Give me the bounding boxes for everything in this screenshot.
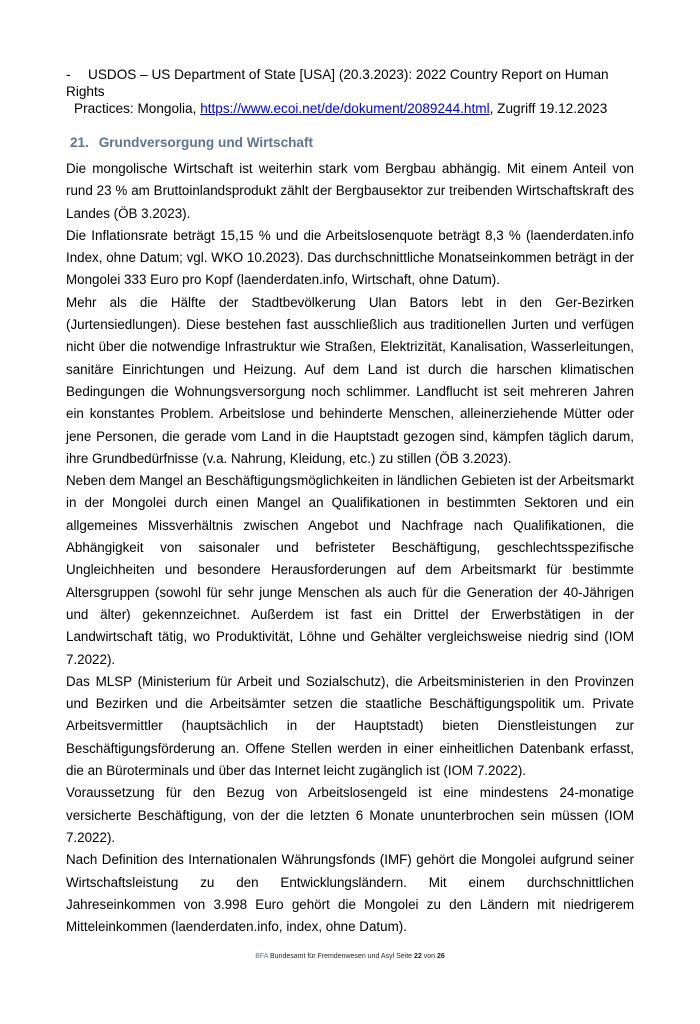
paragraph: Neben dem Mangel an Beschäftigungsmöglichkeiten in ländlichen Gebieten ist der Arbeitsmarkt in der Mongolei durch einen Mangel an Qualifikationen in bestimmten Sektoren und ein allgemeines Missverhältnis zwischen Angebot und Nachfrage nach Qualifikationen, die Abhängigkeit von saisonaler und befristeter Beschäftigung, geschlechtsspezifische Ungleichheiten und besondere Herausforderungen auf dem Arbeitsmarkt für bestimmte Altersgruppen (sowohl für sehr junge Menschen als auch für die Generation der 40-Jährigen und älter) gekennzeichnet. Außerdem ist fast ein Drittel der Erwerbstätigen in der Landwirtschaft tätig, wo Produktivität, Löhne und Gehälter vergleichsweise niedrig sind (IOM 7.2022). xyxy=(66,473,634,667)
section-heading xyxy=(70,134,634,151)
bullet-dash: - xyxy=(66,67,71,82)
paragraph: Das MLSP (Ministerium für Arbeit und Sozialschutz), die Arbeitsministerien in den Provinzen und Bezirken und die Arbeitsämter setzen die staatliche Beschäftigungspolitik um. Private Arbeitsvermittler (hauptsächlich in der Hauptstadt) bieten Dienstleistungen zur Beschäftigungsförderung an. Offene Stellen werden in einer einheitlichen Datenbank erfasst, die an Büroterminals und über das Internet leicht zugänglich ist (IOM 7.2022). xyxy=(66,673,634,779)
paragraph: Die Inflationsrate beträgt 15,15 % und die Arbeitslosenquote beträgt 8,3 % (laenderdaten.info Index, ohne Datum; vgl. WKO 10.2023). Das durchschnittliche Monatseinkommen beträgt in der Mongolei 333 Euro pro Kopf (laenderdaten.info, Wirtschaft, ohne Datum). xyxy=(66,227,634,288)
reference-text-2: Practices: Mongolia, xyxy=(74,101,201,116)
paragraph: Die mongolische Wirtschaft ist weiterhin stark vom Bergbau abhängig. Mit einem Anteil von rund 23 % am Bruttoinlandsprodukt zählt der Bergbausektor zur treibenden Wirtschaftskraft des Landes (ÖB 3.2023). xyxy=(66,161,634,221)
paragraph: Nach Definition des Internationalen Währungsfonds (IMF) gehört die Mongolei aufgrund seiner Wirtschaftsleistung zu den Entwicklungsländern. Mit einem durchschnittlichen Jahreseinkommen von 3.998 Euro gehört die Mongolei zu den Ländern mit niedrigerem Mitteleinkommen (laenderdaten.info, index, ohne Datum). xyxy=(66,852,634,935)
footer-of-label: von xyxy=(423,953,436,961)
page-total: 26 xyxy=(437,953,445,961)
section-title: Grundversorgung und Wirtschaft xyxy=(98,135,314,150)
reference-link[interactable]: https://www.ecoi.net/de/dokument/2089244.html xyxy=(200,101,490,116)
reference-access-date: , Zugriff 19.12.2023 xyxy=(489,101,608,116)
page-number: 22 xyxy=(414,953,422,961)
section-number: 21. xyxy=(70,135,89,150)
page-footer xyxy=(66,938,634,962)
paragraph: Voraussetzung für den Bezug von Arbeitslosengeld ist eine mindestens 24-monatige versicherte Beschäftigung, von der die letzten 6 Monate ununterbrochen sein müssen (IOM 7.2022). xyxy=(66,785,634,845)
footer-page-label: Seite xyxy=(396,953,413,961)
body-text xyxy=(66,158,634,938)
reference-entry xyxy=(66,66,634,117)
paragraph: Mehr als die Hälfte der Stadtbevölkerung Ulan Bators lebt in den Ger-Bezirken (Jurtensiedlungen). Diese bestehen fast ausschließlich aus traditionellen Jurten und verfügen nicht über die notwendige Infrastruktur wie Straßen, Elektrizität, Kanalisation, Wasserleitungen, sanitäre Einrichtungen und Heizung. Auf dem Land ist durch die harschen klimatischen Bedingungen die Wohnungsversorgung noch schlimmer. Landflucht ist seit mehreren Jahren ein konstantes Problem. Arbeitslose und behinderte Menschen, alleinerziehende Mütter oder jene Personen, die gerade vom Land in die Hauptstadt gezogen sind, kämpfen täglich darum, ihre Grundbedürfnisse (v.a. Nahrung, Kleidung, etc.) zu stillen (ÖB 3.2023). xyxy=(66,294,634,466)
reference-text: USDOS – US Department of State [USA] (20.3.2023): 2022 Country Report on Human Rights xyxy=(66,67,609,99)
footer-org: Bundesamt für Fremdenwesen und Asyl xyxy=(270,953,395,961)
bfa-logo: BFA xyxy=(255,953,269,961)
